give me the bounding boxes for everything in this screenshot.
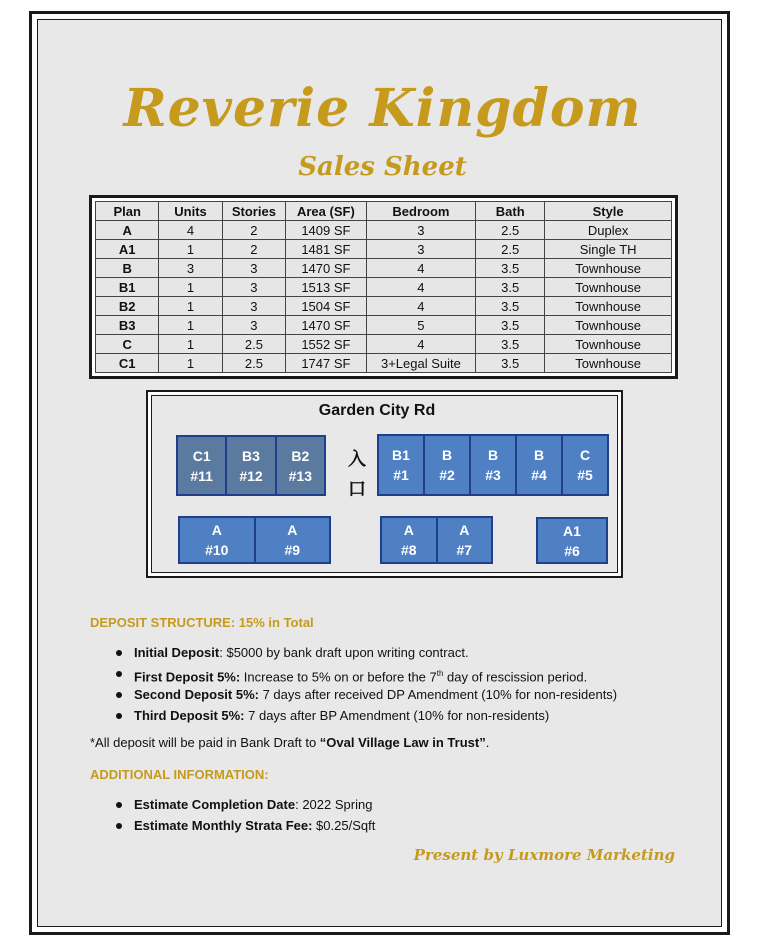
unit-number-label: #13 [288,467,312,484]
table-cell: 3.5 [476,278,545,297]
road-label: Garden City Rd [318,402,436,419]
table-header-row [96,202,672,221]
units-table-frame [89,195,678,379]
table-cell: B [96,259,159,278]
table-cell: 3.5 [476,316,545,335]
table-row [96,240,672,259]
table-cell: 1 [159,316,222,335]
entrance-char-2: 口 [348,479,366,500]
signature: Present by Luxmore Marketing [413,846,675,864]
table-cell: 2.5 [476,240,545,259]
table-cell: 3 [222,259,285,278]
unit-number-label: #2 [439,467,455,483]
table-cell: 1 [159,297,222,316]
table-cell: 3.5 [476,335,545,354]
unit-plan-label: C [579,447,591,463]
unit-lot [471,436,515,494]
list-item: Third Deposit 5%: 7 days after BP Amendment (10% for non-residents) [112,705,617,726]
unit-number-label: #10 [205,542,229,558]
col-header-units: Units [159,202,222,221]
unit-plan-label: B2 [291,447,310,464]
unit-lot [178,437,225,494]
table-cell: Single TH [545,240,672,259]
table-cell: 1504 SF [286,297,367,316]
unit-number-label: #3 [485,467,501,483]
table-cell: Townhouse [545,335,672,354]
unit-plan-label: B3 [242,447,260,464]
unit-lot [517,436,561,494]
unit-number-label: #1 [393,467,409,483]
table-cell: 1 [159,354,222,373]
table-cell: 1552 SF [286,335,367,354]
table-cell: 3.5 [476,297,545,316]
unit-plan-label: B [441,447,453,463]
table-cell: 1 [159,335,222,354]
unit-plan-label: A [459,522,470,538]
table-row [96,316,672,335]
entrance-char-1: 入 [348,449,366,470]
list-item: First Deposit 5%: Increase to 5% on or before the 7th day of rescission period. [112,663,617,684]
table-cell: 1481 SF [286,240,367,259]
table-cell: A1 [96,240,159,259]
table-cell: Townhouse [545,259,672,278]
unit-plan-label: B [533,447,545,463]
table-cell: 2 [222,221,285,240]
unit-number-label: #5 [577,467,593,483]
table-cell: 1747 SF [286,354,367,373]
col-header-plan: Plan [96,202,159,221]
unit-number-label: #7 [456,542,473,558]
table-cell: 1470 SF [286,316,367,335]
col-header-style: Style [545,202,672,221]
list-item: Second Deposit 5%: 7 days after received DP Amendment (10% for non-residents) [112,684,617,705]
entrance-label [345,445,369,505]
table-cell: 4 [366,278,475,297]
unit-number-label: #8 [400,542,417,558]
unit-plan-label: A1 [563,522,581,539]
deposit-note: *All deposit will be paid in Bank Draft to “Oval Village Law in Trust”. [90,735,490,750]
unit-lot [379,436,423,494]
unit-number-label: #9 [284,542,301,558]
unit-lot [256,518,330,562]
table-cell: 3+Legal Suite [366,354,475,373]
table-cell: Duplex [545,221,672,240]
table-cell: 3.5 [476,354,545,373]
additional-heading: ADDITIONAL INFORMATION: [90,767,269,782]
table-cell: 4 [366,335,475,354]
table-cell: 3 [159,259,222,278]
table-row [96,221,672,240]
unit-number-label: #12 [239,467,263,484]
unit-lot [563,436,607,494]
unit-lot [180,518,254,562]
table-cell: B2 [96,297,159,316]
table-cell: 3 [222,278,285,297]
table-cell: B1 [96,278,159,297]
unit-plan-label: B1 [392,447,410,463]
unit-lot [438,518,492,562]
table-row [96,297,672,316]
table-cell: 1513 SF [286,278,367,297]
table-cell: 1 [159,240,222,259]
table-cell: 3 [366,240,475,259]
deposit-heading: DEPOSIT STRUCTURE: 15% in Total [90,615,314,630]
unit-plan-label: A [403,522,414,538]
table-cell: C1 [96,354,159,373]
col-header-stories: Stories [222,202,285,221]
table-row [96,259,672,278]
table-cell: Townhouse [545,354,672,373]
unit-number-label: #6 [564,542,580,559]
table-cell: 1470 SF [286,259,367,278]
table-cell: 2.5 [222,354,285,373]
list-item: Estimate Monthly Strata Fee: $0.25/Sqft [112,815,375,836]
unit-lot [382,518,436,562]
unit-lot [425,436,469,494]
table-cell: 4 [159,221,222,240]
deposit-list [112,642,617,726]
table-cell: 3 [366,221,475,240]
unit-plan-label: A [211,522,222,538]
building-north-east [377,434,609,496]
table-row [96,335,672,354]
table-cell: 2 [222,240,285,259]
table-cell: C [96,335,159,354]
table-cell: Townhouse [545,297,672,316]
unit-plan-label: A [287,522,298,538]
table-cell: B3 [96,316,159,335]
table-cell: Townhouse [545,316,672,335]
unit-lot [277,437,324,494]
table-cell: 3 [222,316,285,335]
page-title: Reverie Kingdom [123,78,642,139]
table-cell: 4 [366,259,475,278]
units-table [95,201,672,373]
building-north-west [176,435,326,496]
col-header-bedroom: Bedroom [366,202,475,221]
table-cell: A [96,221,159,240]
building-south-east [536,517,608,564]
table-cell: 5 [366,316,475,335]
unit-plan-label: B [487,447,499,463]
table-cell: 2.5 [476,221,545,240]
table-cell: Townhouse [545,278,672,297]
col-header-area: Area (SF) [286,202,367,221]
unit-lot [227,437,274,494]
additional-list [112,794,375,836]
table-cell: 3.5 [476,259,545,278]
table-cell: 1 [159,278,222,297]
table-cell: 2.5 [222,335,285,354]
unit-number-label: #4 [531,467,547,483]
table-cell: 1409 SF [286,221,367,240]
unit-number-label: #11 [190,467,213,484]
building-south-middle [380,516,493,564]
col-header-bath: Bath [476,202,545,221]
table-row [96,278,672,297]
list-item: Estimate Completion Date: 2022 Spring [112,794,375,815]
table-cell: 4 [366,297,475,316]
building-south-west [178,516,331,564]
page-subtitle: Sales Sheet [298,152,467,182]
table-cell: 3 [222,297,285,316]
table-row [96,354,672,373]
unit-lot [538,519,606,562]
list-item: Initial Deposit: $5000 by bank draft upon writing contract. [112,642,617,663]
unit-plan-label: C1 [192,447,211,464]
